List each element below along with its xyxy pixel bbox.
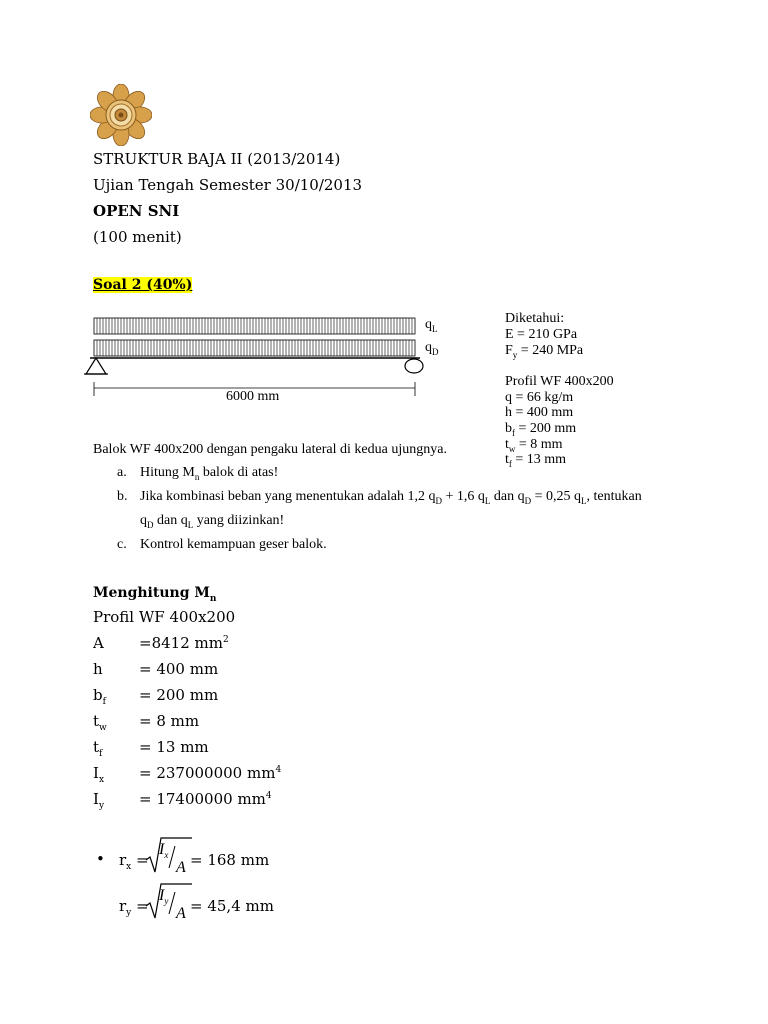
item-b-line1: Jika kombinasi beban yang menentukan adalah 1,2 $q_D + 1,6$ $q_L$ dan $q_D = 0,25$ $q_L$, tentukan: [140, 489, 642, 506]
row-Ix-value: = 237000000 $mm^4$: [139, 764, 282, 782]
row-tw-symbol: $t_w$: [93, 712, 107, 733]
exam-info: Ujian Tengah Semester 30/10/2013: [93, 176, 363, 194]
ry-denominator: A: [176, 905, 186, 922]
row-tf-value: = 13 mm: [139, 738, 209, 756]
row-tw-value: = 8 mm: [139, 712, 200, 730]
item-c-text: Kontrol kemampuan geser balok.: [140, 537, 327, 552]
row-h-symbol: h: [93, 660, 103, 678]
item-a-text: Hitung $M_n$ balok di atas!: [140, 465, 279, 482]
rx-result: = 168 mm: [190, 851, 270, 869]
problem-label: Soal 2 (40%): [93, 277, 193, 293]
given-h: h = 400 mm: [505, 405, 574, 420]
bullet: •: [96, 850, 105, 868]
solution-heading: Menghitung $M_n$: [93, 585, 217, 604]
item-b-marker: b.: [117, 489, 128, 504]
given-q: q = 66 kg/m: [505, 390, 574, 405]
dead-load-label: $q_D$: [425, 340, 439, 357]
row-tf-symbol: $t_f$: [93, 738, 103, 759]
row-Iy-value: = 17400000 $mm^4$: [139, 790, 272, 808]
ry-lhs: $r_y$ =: [119, 897, 149, 918]
given-tf: $t_f = 13$ mm: [505, 452, 567, 469]
given-heading: Diketahui:: [505, 311, 565, 326]
rx-lhs: $r_x$ =: [119, 851, 149, 872]
row-bf-value: = 200 mm: [139, 686, 219, 704]
row-bf-symbol: $b_f$: [93, 686, 106, 707]
roller-support: [405, 359, 423, 373]
university-seal-logo: [90, 84, 152, 146]
item-c-marker: c.: [117, 537, 127, 552]
item-b-line2: $q_D$ dan $q_L$ yang diizinkan!: [140, 513, 285, 530]
row-A-value: =8412 $mm^2$: [139, 634, 229, 652]
given-bf: $b_f = 200$ mm: [505, 421, 577, 438]
given-tw: $t_w = 8$ mm: [505, 437, 563, 454]
pin-support: [86, 358, 106, 374]
rx-denominator: A: [176, 859, 186, 876]
course-title: STRUKTUR BAJA II (2013/2014): [93, 150, 341, 168]
exam-mode: OPEN SNI: [93, 202, 180, 220]
given-Fy: $F_y = 240$ MPa: [505, 343, 584, 360]
span-label: 6000 mm: [226, 389, 280, 404]
live-load-label: $q_L$: [425, 317, 438, 334]
row-Ix-symbol: $I_x$: [93, 764, 105, 785]
solution-profile: Profil WF 400x200: [93, 608, 236, 626]
ry-numerator: $I_y$: [159, 887, 169, 907]
given-profile: Profil WF 400x200: [505, 374, 614, 389]
ry-result: = 45,4 mm: [190, 897, 274, 915]
item-a-marker: a.: [117, 465, 127, 480]
given-E: E = 210 GPa: [505, 327, 578, 342]
problem-statement: Balok WF 400x200 dengan pengaku lateral di kedua ujungnya.: [93, 442, 447, 457]
rx-numerator: $I_x$: [159, 841, 169, 861]
row-Iy-symbol: $I_y$: [93, 790, 105, 811]
exam-duration: (100 menit): [93, 228, 182, 246]
row-h-value: = 400 mm: [139, 660, 219, 678]
row-A-symbol: A: [93, 634, 104, 652]
